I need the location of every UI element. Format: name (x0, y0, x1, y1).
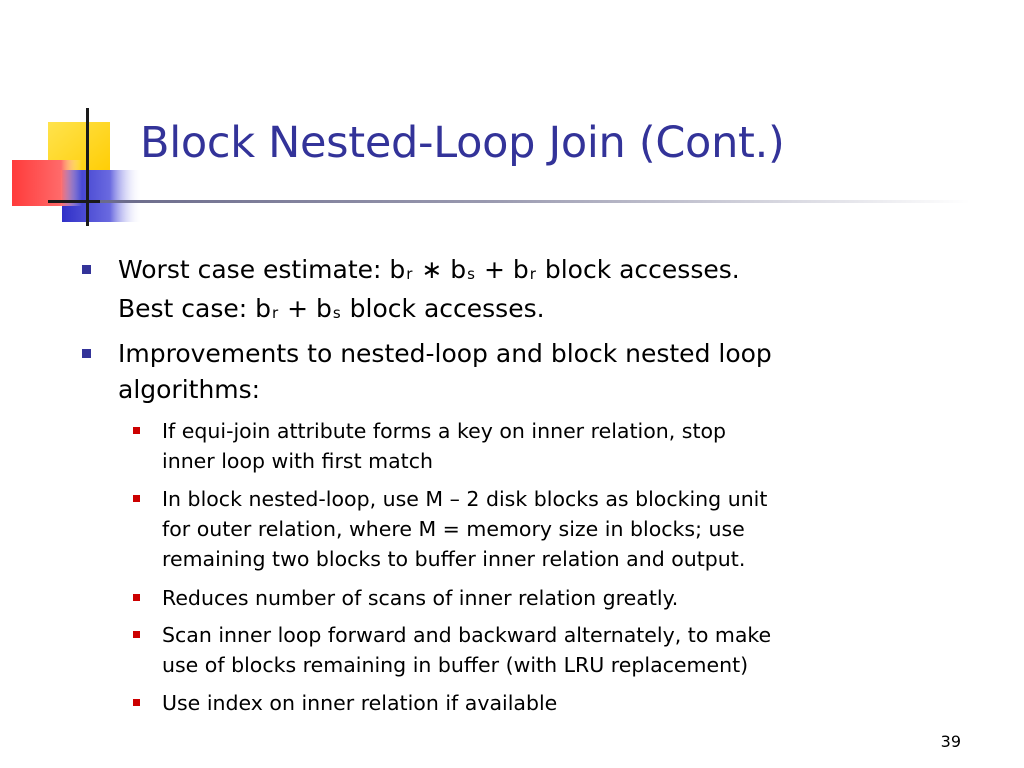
sub-bullet-line: inner loop with first match (162, 449, 433, 473)
sub-bullet-line: Reduces number of scans of inner relation greatly. (162, 586, 679, 610)
bullet-improvements (118, 336, 772, 408)
sub-bullet-line: Use index on inner relation if available (162, 691, 558, 715)
square-bullet-icon (133, 699, 140, 706)
square-bullet-icon (133, 495, 140, 502)
sub-bullet-line: In block nested-loop, use M – 2 disk blocks as blocking unit (162, 487, 768, 511)
worst-case-line: Worst case estimate: $b_r$ ∗ $b_s + b_r$ block accesses. (118, 255, 740, 284)
sub-bullet-line: remaining two blocks to buffer inner relation and output. (162, 547, 746, 571)
sub-bullet-line: If equi-join attribute forms a key on inner relation, stop (162, 419, 727, 443)
sub-bullet-equi-join-key (162, 416, 726, 476)
sub-bullet-blocking-unit (162, 484, 767, 574)
page-number: 39 (940, 732, 961, 751)
sub-bullet-scan-alternately (162, 620, 771, 680)
sub-bullet-use-index (162, 688, 557, 718)
square-bullet-icon (133, 594, 140, 601)
best-case-line: Best case: $b_r + b_s$ block accesses. (118, 294, 545, 323)
square-bullet-icon (133, 631, 140, 638)
bullet-line: Improvements to nested-loop and block nested loop (118, 339, 772, 368)
square-bullet-icon (133, 427, 140, 434)
bullet-line: algorithms: (118, 375, 261, 404)
sub-bullet-line: use of blocks remaining in buffer (with LRU replacement) (162, 653, 749, 677)
bullet-worst-best-case (118, 252, 740, 330)
sub-bullet-line: for outer relation, where M = memory size in blocks; use (162, 517, 745, 541)
square-bullet-icon (82, 265, 91, 274)
slide-title: Block Nested-Loop Join (Cont.) (140, 118, 785, 168)
sub-bullet-line: Scan inner loop forward and backward alternately, to make (162, 623, 772, 647)
square-bullet-icon (82, 349, 91, 358)
sub-bullet-reduces-scans (162, 583, 678, 613)
